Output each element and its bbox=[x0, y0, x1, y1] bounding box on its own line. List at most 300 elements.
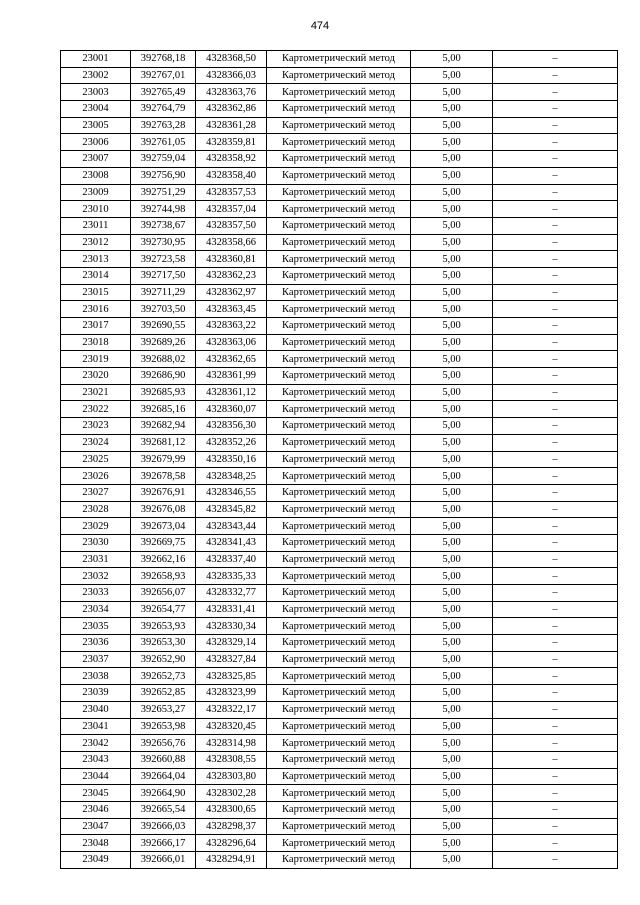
accuracy-cell: 5,00 bbox=[411, 801, 493, 818]
method-cell: Картометрический метод bbox=[267, 501, 411, 518]
method-cell: Картометрический метод bbox=[267, 318, 411, 335]
y-coordinate-cell: 4328362,65 bbox=[196, 351, 267, 368]
method-cell: Картометрический метод bbox=[267, 751, 411, 768]
x-coordinate-cell: 392666,03 bbox=[131, 818, 196, 835]
point-number-cell: 23030 bbox=[61, 534, 131, 551]
x-coordinate-cell: 392751,29 bbox=[131, 184, 196, 201]
note-cell: – bbox=[493, 217, 618, 234]
y-coordinate-cell: 4328362,23 bbox=[196, 267, 267, 284]
accuracy-cell: 5,00 bbox=[411, 852, 493, 869]
table-row bbox=[61, 735, 618, 752]
method-cell: Картометрический метод bbox=[267, 801, 411, 818]
method-cell: Картометрический метод bbox=[267, 852, 411, 869]
x-coordinate-cell: 392654,77 bbox=[131, 601, 196, 618]
y-coordinate-cell: 4328330,34 bbox=[196, 618, 267, 635]
table-row bbox=[61, 234, 618, 251]
table-row bbox=[61, 434, 618, 451]
accuracy-cell: 5,00 bbox=[411, 635, 493, 652]
point-number-cell: 23013 bbox=[61, 251, 131, 268]
table-row bbox=[61, 184, 618, 201]
y-coordinate-cell: 4328359,81 bbox=[196, 134, 267, 151]
method-cell: Картометрический метод bbox=[267, 651, 411, 668]
point-number-cell: 23025 bbox=[61, 451, 131, 468]
accuracy-cell: 5,00 bbox=[411, 751, 493, 768]
note-cell: – bbox=[493, 484, 618, 501]
y-coordinate-cell: 4328363,45 bbox=[196, 301, 267, 318]
note-cell: – bbox=[493, 551, 618, 568]
table-row bbox=[61, 318, 618, 335]
table-row bbox=[61, 751, 618, 768]
note-cell: – bbox=[493, 685, 618, 702]
method-cell: Картометрический метод bbox=[267, 368, 411, 385]
table-row bbox=[61, 468, 618, 485]
x-coordinate-cell: 392658,93 bbox=[131, 568, 196, 585]
table-row bbox=[61, 484, 618, 501]
note-cell: – bbox=[493, 267, 618, 284]
point-number-cell: 23016 bbox=[61, 301, 131, 318]
method-cell: Картометрический метод bbox=[267, 67, 411, 84]
accuracy-cell: 5,00 bbox=[411, 167, 493, 184]
note-cell: – bbox=[493, 434, 618, 451]
point-number-cell: 23022 bbox=[61, 401, 131, 418]
note-cell: – bbox=[493, 384, 618, 401]
note-cell: – bbox=[493, 151, 618, 168]
table-row bbox=[61, 217, 618, 234]
note-cell: – bbox=[493, 751, 618, 768]
y-coordinate-cell: 4328356,30 bbox=[196, 418, 267, 435]
method-cell: Картометрический метод bbox=[267, 351, 411, 368]
note-cell: – bbox=[493, 835, 618, 852]
point-number-cell: 23014 bbox=[61, 267, 131, 284]
coordinates-table-body bbox=[61, 51, 618, 869]
method-cell: Картометрический метод bbox=[267, 551, 411, 568]
table-row bbox=[61, 835, 618, 852]
note-cell: – bbox=[493, 718, 618, 735]
accuracy-cell: 5,00 bbox=[411, 284, 493, 301]
method-cell: Картометрический метод bbox=[267, 818, 411, 835]
x-coordinate-cell: 392738,67 bbox=[131, 217, 196, 234]
x-coordinate-cell: 392764,79 bbox=[131, 101, 196, 118]
point-number-cell: 23028 bbox=[61, 501, 131, 518]
note-cell: – bbox=[493, 668, 618, 685]
table-row bbox=[61, 284, 618, 301]
accuracy-cell: 5,00 bbox=[411, 67, 493, 84]
point-number-cell: 23036 bbox=[61, 635, 131, 652]
y-coordinate-cell: 4328363,22 bbox=[196, 318, 267, 335]
x-coordinate-cell: 392678,58 bbox=[131, 468, 196, 485]
method-cell: Картометрический метод bbox=[267, 151, 411, 168]
y-coordinate-cell: 4328341,43 bbox=[196, 534, 267, 551]
note-cell: – bbox=[493, 785, 618, 802]
page-number: 474 bbox=[310, 20, 330, 32]
y-coordinate-cell: 4328302,28 bbox=[196, 785, 267, 802]
y-coordinate-cell: 4328323,99 bbox=[196, 685, 267, 702]
method-cell: Картометрический метод bbox=[267, 618, 411, 635]
note-cell: – bbox=[493, 401, 618, 418]
note-cell: – bbox=[493, 501, 618, 518]
point-number-cell: 23049 bbox=[61, 852, 131, 869]
x-coordinate-cell: 392703,50 bbox=[131, 301, 196, 318]
table-row bbox=[61, 301, 618, 318]
y-coordinate-cell: 4328298,37 bbox=[196, 818, 267, 835]
point-number-cell: 23006 bbox=[61, 134, 131, 151]
y-coordinate-cell: 4328368,50 bbox=[196, 51, 267, 68]
y-coordinate-cell: 4328357,53 bbox=[196, 184, 267, 201]
method-cell: Картометрический метод bbox=[267, 635, 411, 652]
note-cell: – bbox=[493, 568, 618, 585]
note-cell: – bbox=[493, 451, 618, 468]
x-coordinate-cell: 392662,16 bbox=[131, 551, 196, 568]
note-cell: – bbox=[493, 534, 618, 551]
accuracy-cell: 5,00 bbox=[411, 351, 493, 368]
point-number-cell: 23046 bbox=[61, 801, 131, 818]
x-coordinate-cell: 392653,98 bbox=[131, 718, 196, 735]
table-row bbox=[61, 801, 618, 818]
accuracy-cell: 5,00 bbox=[411, 368, 493, 385]
note-cell: – bbox=[493, 184, 618, 201]
note-cell: – bbox=[493, 201, 618, 218]
point-number-cell: 23035 bbox=[61, 618, 131, 635]
method-cell: Картометрический метод bbox=[267, 785, 411, 802]
accuracy-cell: 5,00 bbox=[411, 601, 493, 618]
x-coordinate-cell: 392689,26 bbox=[131, 334, 196, 351]
x-coordinate-cell: 392763,28 bbox=[131, 117, 196, 134]
y-coordinate-cell: 4328343,44 bbox=[196, 518, 267, 535]
accuracy-cell: 5,00 bbox=[411, 301, 493, 318]
y-coordinate-cell: 4328325,85 bbox=[196, 668, 267, 685]
method-cell: Картометрический метод bbox=[267, 217, 411, 234]
method-cell: Картометрический метод bbox=[267, 601, 411, 618]
note-cell: – bbox=[493, 84, 618, 101]
note-cell: – bbox=[493, 801, 618, 818]
y-coordinate-cell: 4328357,04 bbox=[196, 201, 267, 218]
method-cell: Картометрический метод bbox=[267, 284, 411, 301]
note-cell: – bbox=[493, 101, 618, 118]
table-row bbox=[61, 51, 618, 68]
y-coordinate-cell: 4328314,98 bbox=[196, 735, 267, 752]
accuracy-cell: 5,00 bbox=[411, 735, 493, 752]
method-cell: Картометрический метод bbox=[267, 134, 411, 151]
accuracy-cell: 5,00 bbox=[411, 501, 493, 518]
method-cell: Картометрический метод bbox=[267, 234, 411, 251]
table-row bbox=[61, 585, 618, 602]
note-cell: – bbox=[493, 251, 618, 268]
table-row bbox=[61, 852, 618, 869]
y-coordinate-cell: 4328350,16 bbox=[196, 451, 267, 468]
accuracy-cell: 5,00 bbox=[411, 117, 493, 134]
y-coordinate-cell: 4328303,80 bbox=[196, 768, 267, 785]
point-number-cell: 23039 bbox=[61, 685, 131, 702]
point-number-cell: 23026 bbox=[61, 468, 131, 485]
x-coordinate-cell: 392656,76 bbox=[131, 735, 196, 752]
point-number-cell: 23042 bbox=[61, 735, 131, 752]
table-row bbox=[61, 368, 618, 385]
note-cell: – bbox=[493, 334, 618, 351]
point-number-cell: 23009 bbox=[61, 184, 131, 201]
point-number-cell: 23012 bbox=[61, 234, 131, 251]
table-row bbox=[61, 601, 618, 618]
note-cell: – bbox=[493, 735, 618, 752]
accuracy-cell: 5,00 bbox=[411, 451, 493, 468]
accuracy-cell: 5,00 bbox=[411, 468, 493, 485]
accuracy-cell: 5,00 bbox=[411, 401, 493, 418]
method-cell: Картометрический метод bbox=[267, 301, 411, 318]
point-number-cell: 23005 bbox=[61, 117, 131, 134]
x-coordinate-cell: 392676,08 bbox=[131, 501, 196, 518]
table-row bbox=[61, 534, 618, 551]
table-row bbox=[61, 685, 618, 702]
method-cell: Картометрический метод bbox=[267, 768, 411, 785]
point-number-cell: 23024 bbox=[61, 434, 131, 451]
x-coordinate-cell: 392759,04 bbox=[131, 151, 196, 168]
table-row bbox=[61, 334, 618, 351]
x-coordinate-cell: 392666,01 bbox=[131, 852, 196, 869]
table-row bbox=[61, 418, 618, 435]
note-cell: – bbox=[493, 601, 618, 618]
point-number-cell: 23011 bbox=[61, 217, 131, 234]
y-coordinate-cell: 4328362,86 bbox=[196, 101, 267, 118]
x-coordinate-cell: 392682,94 bbox=[131, 418, 196, 435]
x-coordinate-cell: 392761,05 bbox=[131, 134, 196, 151]
point-number-cell: 23048 bbox=[61, 835, 131, 852]
method-cell: Картометрический метод bbox=[267, 468, 411, 485]
method-cell: Картометрический метод bbox=[267, 701, 411, 718]
accuracy-cell: 5,00 bbox=[411, 234, 493, 251]
table-row bbox=[61, 668, 618, 685]
method-cell: Картометрический метод bbox=[267, 84, 411, 101]
note-cell: – bbox=[493, 701, 618, 718]
y-coordinate-cell: 4328327,84 bbox=[196, 651, 267, 668]
accuracy-cell: 5,00 bbox=[411, 201, 493, 218]
method-cell: Картометрический метод bbox=[267, 568, 411, 585]
method-cell: Картометрический метод bbox=[267, 484, 411, 501]
note-cell: – bbox=[493, 51, 618, 68]
accuracy-cell: 5,00 bbox=[411, 701, 493, 718]
method-cell: Картометрический метод bbox=[267, 835, 411, 852]
x-coordinate-cell: 392665,54 bbox=[131, 801, 196, 818]
table-row bbox=[61, 785, 618, 802]
point-number-cell: 23018 bbox=[61, 334, 131, 351]
accuracy-cell: 5,00 bbox=[411, 568, 493, 585]
x-coordinate-cell: 392656,07 bbox=[131, 585, 196, 602]
point-number-cell: 23033 bbox=[61, 585, 131, 602]
x-coordinate-cell: 392711,29 bbox=[131, 284, 196, 301]
table-row bbox=[61, 117, 618, 134]
accuracy-cell: 5,00 bbox=[411, 151, 493, 168]
method-cell: Картометрический метод bbox=[267, 401, 411, 418]
point-number-cell: 23019 bbox=[61, 351, 131, 368]
x-coordinate-cell: 392685,16 bbox=[131, 401, 196, 418]
y-coordinate-cell: 4328337,40 bbox=[196, 551, 267, 568]
y-coordinate-cell: 4328346,55 bbox=[196, 484, 267, 501]
point-number-cell: 23020 bbox=[61, 368, 131, 385]
table-row bbox=[61, 818, 618, 835]
x-coordinate-cell: 392681,12 bbox=[131, 434, 196, 451]
point-number-cell: 23038 bbox=[61, 668, 131, 685]
accuracy-cell: 5,00 bbox=[411, 818, 493, 835]
table-row bbox=[61, 84, 618, 101]
accuracy-cell: 5,00 bbox=[411, 668, 493, 685]
table-row bbox=[61, 384, 618, 401]
table-row bbox=[61, 267, 618, 284]
method-cell: Картометрический метод bbox=[267, 434, 411, 451]
method-cell: Картометрический метод bbox=[267, 101, 411, 118]
x-coordinate-cell: 392744,98 bbox=[131, 201, 196, 218]
x-coordinate-cell: 392653,27 bbox=[131, 701, 196, 718]
accuracy-cell: 5,00 bbox=[411, 267, 493, 284]
method-cell: Картометрический метод bbox=[267, 384, 411, 401]
y-coordinate-cell: 4328331,41 bbox=[196, 601, 267, 618]
accuracy-cell: 5,00 bbox=[411, 101, 493, 118]
note-cell: – bbox=[493, 284, 618, 301]
table-row bbox=[61, 551, 618, 568]
accuracy-cell: 5,00 bbox=[411, 484, 493, 501]
table-row bbox=[61, 635, 618, 652]
table-row bbox=[61, 518, 618, 535]
note-cell: – bbox=[493, 134, 618, 151]
x-coordinate-cell: 392652,90 bbox=[131, 651, 196, 668]
x-coordinate-cell: 392767,01 bbox=[131, 67, 196, 84]
point-number-cell: 23002 bbox=[61, 67, 131, 84]
accuracy-cell: 5,00 bbox=[411, 434, 493, 451]
y-coordinate-cell: 4328332,77 bbox=[196, 585, 267, 602]
point-number-cell: 23037 bbox=[61, 651, 131, 668]
y-coordinate-cell: 4328296,64 bbox=[196, 835, 267, 852]
method-cell: Картометрический метод bbox=[267, 334, 411, 351]
point-number-cell: 23047 bbox=[61, 818, 131, 835]
x-coordinate-cell: 392688,02 bbox=[131, 351, 196, 368]
y-coordinate-cell: 4328348,25 bbox=[196, 468, 267, 485]
y-coordinate-cell: 4328361,99 bbox=[196, 368, 267, 385]
x-coordinate-cell: 392717,50 bbox=[131, 267, 196, 284]
accuracy-cell: 5,00 bbox=[411, 518, 493, 535]
y-coordinate-cell: 4328320,45 bbox=[196, 718, 267, 735]
x-coordinate-cell: 392660,88 bbox=[131, 751, 196, 768]
accuracy-cell: 5,00 bbox=[411, 685, 493, 702]
accuracy-cell: 5,00 bbox=[411, 718, 493, 735]
table-row bbox=[61, 568, 618, 585]
x-coordinate-cell: 392768,18 bbox=[131, 51, 196, 68]
x-coordinate-cell: 392690,55 bbox=[131, 318, 196, 335]
y-coordinate-cell: 4328335,33 bbox=[196, 568, 267, 585]
accuracy-cell: 5,00 bbox=[411, 651, 493, 668]
x-coordinate-cell: 392673,04 bbox=[131, 518, 196, 535]
x-coordinate-cell: 392679,99 bbox=[131, 451, 196, 468]
point-number-cell: 23010 bbox=[61, 201, 131, 218]
method-cell: Картометрический метод bbox=[267, 735, 411, 752]
x-coordinate-cell: 392669,75 bbox=[131, 534, 196, 551]
note-cell: – bbox=[493, 167, 618, 184]
table-row bbox=[61, 501, 618, 518]
table-row bbox=[61, 151, 618, 168]
y-coordinate-cell: 4328352,26 bbox=[196, 434, 267, 451]
x-coordinate-cell: 392765,49 bbox=[131, 84, 196, 101]
x-coordinate-cell: 392664,90 bbox=[131, 785, 196, 802]
point-number-cell: 23004 bbox=[61, 101, 131, 118]
accuracy-cell: 5,00 bbox=[411, 217, 493, 234]
y-coordinate-cell: 4328358,92 bbox=[196, 151, 267, 168]
x-coordinate-cell: 392653,93 bbox=[131, 618, 196, 635]
x-coordinate-cell: 392685,93 bbox=[131, 384, 196, 401]
accuracy-cell: 5,00 bbox=[411, 585, 493, 602]
y-coordinate-cell: 4328345,82 bbox=[196, 501, 267, 518]
table-row bbox=[61, 251, 618, 268]
x-coordinate-cell: 392664,04 bbox=[131, 768, 196, 785]
y-coordinate-cell: 4328357,50 bbox=[196, 217, 267, 234]
accuracy-cell: 5,00 bbox=[411, 334, 493, 351]
x-coordinate-cell: 392756,90 bbox=[131, 167, 196, 184]
note-cell: – bbox=[493, 301, 618, 318]
point-number-cell: 23041 bbox=[61, 718, 131, 735]
note-cell: – bbox=[493, 67, 618, 84]
note-cell: – bbox=[493, 651, 618, 668]
coordinates-table bbox=[60, 50, 618, 869]
method-cell: Картометрический метод bbox=[267, 718, 411, 735]
table-row bbox=[61, 401, 618, 418]
table-row bbox=[61, 651, 618, 668]
note-cell: – bbox=[493, 635, 618, 652]
y-coordinate-cell: 4328300,65 bbox=[196, 801, 267, 818]
y-coordinate-cell: 4328362,97 bbox=[196, 284, 267, 301]
x-coordinate-cell: 392652,73 bbox=[131, 668, 196, 685]
table-row bbox=[61, 351, 618, 368]
y-coordinate-cell: 4328294,91 bbox=[196, 852, 267, 869]
point-number-cell: 23044 bbox=[61, 768, 131, 785]
table-row bbox=[61, 67, 618, 84]
method-cell: Картометрический метод bbox=[267, 585, 411, 602]
note-cell: – bbox=[493, 852, 618, 869]
table-row bbox=[61, 618, 618, 635]
table-row bbox=[61, 167, 618, 184]
note-cell: – bbox=[493, 368, 618, 385]
accuracy-cell: 5,00 bbox=[411, 184, 493, 201]
x-coordinate-cell: 392652,85 bbox=[131, 685, 196, 702]
point-number-cell: 23032 bbox=[61, 568, 131, 585]
y-coordinate-cell: 4328361,28 bbox=[196, 117, 267, 134]
table-row bbox=[61, 701, 618, 718]
accuracy-cell: 5,00 bbox=[411, 51, 493, 68]
method-cell: Картометрический метод bbox=[267, 201, 411, 218]
y-coordinate-cell: 4328363,06 bbox=[196, 334, 267, 351]
accuracy-cell: 5,00 bbox=[411, 84, 493, 101]
y-coordinate-cell: 4328360,07 bbox=[196, 401, 267, 418]
table-row bbox=[61, 451, 618, 468]
point-number-cell: 23017 bbox=[61, 318, 131, 335]
table-row bbox=[61, 101, 618, 118]
note-cell: – bbox=[493, 318, 618, 335]
x-coordinate-cell: 392653,30 bbox=[131, 635, 196, 652]
method-cell: Картометрический метод bbox=[267, 685, 411, 702]
point-number-cell: 23023 bbox=[61, 418, 131, 435]
table-row bbox=[61, 768, 618, 785]
method-cell: Картометрический метод bbox=[267, 51, 411, 68]
accuracy-cell: 5,00 bbox=[411, 318, 493, 335]
accuracy-cell: 5,00 bbox=[411, 251, 493, 268]
point-number-cell: 23027 bbox=[61, 484, 131, 501]
y-coordinate-cell: 4328308,55 bbox=[196, 751, 267, 768]
x-coordinate-cell: 392730,95 bbox=[131, 234, 196, 251]
accuracy-cell: 5,00 bbox=[411, 534, 493, 551]
method-cell: Картометрический метод bbox=[267, 668, 411, 685]
point-number-cell: 23043 bbox=[61, 751, 131, 768]
table-row bbox=[61, 134, 618, 151]
method-cell: Картометрический метод bbox=[267, 267, 411, 284]
accuracy-cell: 5,00 bbox=[411, 418, 493, 435]
accuracy-cell: 5,00 bbox=[411, 768, 493, 785]
method-cell: Картометрический метод bbox=[267, 451, 411, 468]
accuracy-cell: 5,00 bbox=[411, 835, 493, 852]
accuracy-cell: 5,00 bbox=[411, 785, 493, 802]
